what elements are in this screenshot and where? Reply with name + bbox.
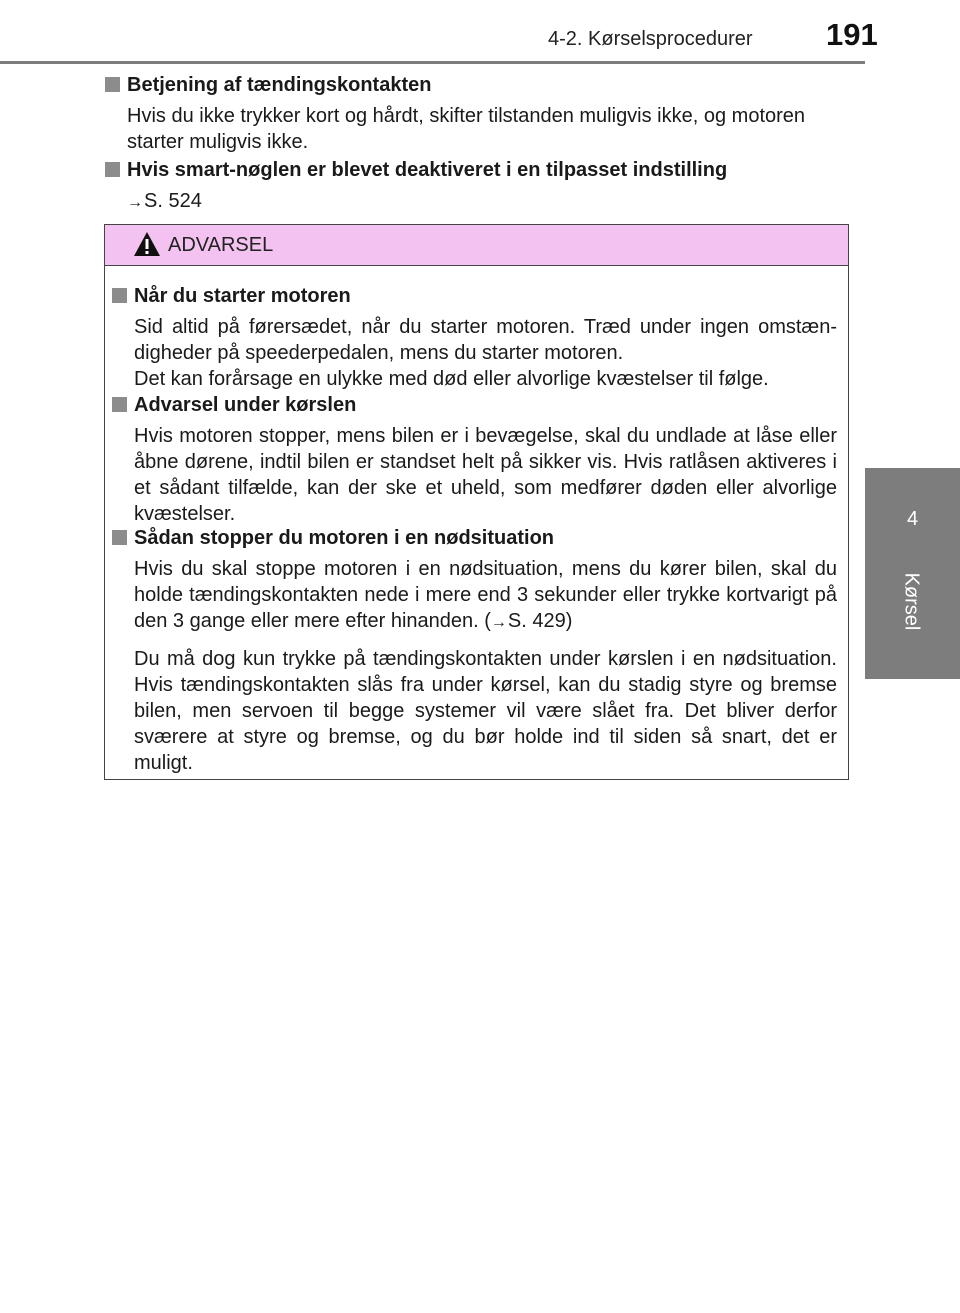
warning-item-driving — [112, 392, 837, 527]
square-bullet-icon — [112, 397, 127, 412]
warning-item-emergency-stop — [112, 525, 837, 776]
warning-item-body: Det kan forårsage en ulykke med død eller alvorlige kvæstelser til følge. — [134, 368, 769, 390]
square-bullet-icon — [112, 288, 127, 303]
warning-title: ADVARSEL — [168, 234, 274, 256]
warning-item-heading: Advarsel under kørslen — [134, 394, 357, 416]
arrow-right-icon: → — [127, 194, 143, 211]
warning-item-body: Sid altid på førersædet, når du starter motoren. Træd under ingen omstæn-digheder på speederpedalen, mens du starter motoren. — [134, 316, 837, 364]
section-title: 4-2. Kørselsprocedurer — [548, 28, 753, 50]
page-reference-link[interactable]: S. 524 — [144, 190, 202, 212]
warning-item-body: Hvis motoren stopper, mens bilen er i bevægelse, skal du undlade at låse eller åbne dørene, indtil bilen er standset helt på sikker vis. Hvis ratlåsen aktiveres i et sådant tilfælde, kan der ske et uheld, som medfører døden eller alvorlige kvæstelser. — [134, 425, 837, 525]
warning-item-heading: Sådan stopper du motoren i en nødsituation — [134, 527, 555, 549]
page-number: 191 — [826, 17, 878, 52]
chapter-label: Kørsel — [900, 572, 923, 631]
warning-item-body: Du må dog kun trykke på tændingskontakten under kørslen i en nødsituation. Hvis tændingskontakten slås fra under kørsel, kan du stadig styre og bremse bilen, men servoen til begge systemer vil være slået fra. Det bliver derfor sværere at styre og bremse, og du bør holde ind til siden så snart, det er muligt. — [134, 648, 837, 774]
warning-item-starting-engine — [112, 283, 837, 392]
square-bullet-icon — [112, 530, 127, 545]
section-ignition-operation — [105, 72, 845, 155]
chapter-number: 4 — [906, 508, 919, 530]
section-heading: Hvis smart-nøglen er blevet deaktiveret i en tilpasset indstilling — [127, 159, 728, 181]
warning-item-heading: Når du starter motoren — [134, 285, 351, 307]
arrow-right-icon: → — [490, 614, 507, 631]
warning-box — [104, 224, 849, 780]
section-body: Hvis du ikke trykker kort og hårdt, skifter tilstanden muligvis ikke, og motoren starter muligvis ikke. — [127, 105, 806, 153]
section-heading: Betjening af tændingskontakten — [127, 74, 432, 96]
warning-triangle-icon — [133, 231, 161, 257]
section-smart-key — [105, 157, 845, 216]
warning-header — [105, 225, 848, 266]
square-bullet-icon — [105, 162, 120, 177]
square-bullet-icon — [105, 77, 120, 92]
page-reference-link[interactable]: S. 429) — [507, 610, 573, 632]
header-rule — [0, 61, 865, 64]
warning-item-body: Hvis du skal stoppe motoren i en nødsituation, mens du kører bilen, skal du holde tændingskontakten nede i mere end 3 sekunder eller trykke kortvarigt på den 3 gange eller mere efter hinanden. (→S. 429) — [134, 558, 837, 632]
